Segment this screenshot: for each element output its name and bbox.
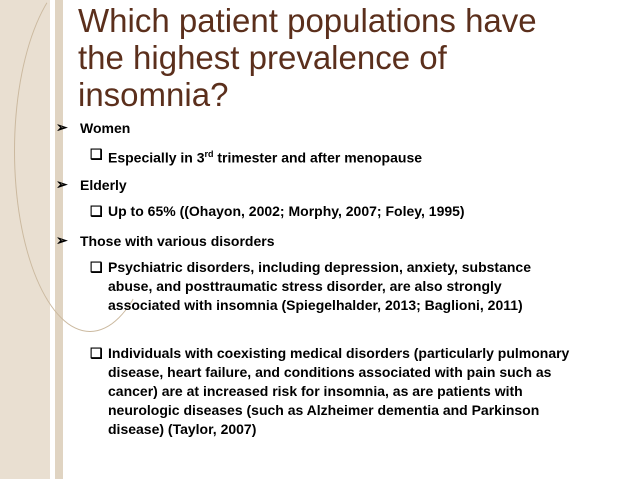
bullet-text: Those with various disorders bbox=[80, 233, 275, 249]
bullet-women bbox=[56, 119, 131, 136]
sub-bullet-elderly-1 bbox=[90, 202, 570, 221]
bullet-text: Up to 65% ((Ohayon, 2002; Morphy, 2007; Foley, 1995) bbox=[108, 203, 465, 219]
bullet-text: trimester and after menopause bbox=[213, 149, 423, 166]
box-bullet-icon: ❑ bbox=[90, 345, 103, 361]
sub-bullet-disorders-1 bbox=[90, 258, 570, 315]
box-bullet-icon: ❑ bbox=[90, 146, 103, 162]
bullet-text: Psychiatric disorders, including depression, anxiety, substance abuse, and posttraumatic stress disorder, are also strongly associated with insomnia (Spiegelhalder, 2013; Baglioni, 2011) bbox=[108, 259, 531, 313]
arrow-bullet-icon: ➢ bbox=[56, 119, 68, 135]
title-line: Which patient populations have bbox=[78, 2, 537, 39]
box-bullet-icon: ❑ bbox=[90, 203, 103, 219]
bullet-text: Individuals with coexisting medical disorders (particularly pulmonary disease, heart failure, and conditions associated with pain such as cancer) are at increased risk for insomnia, as are patients with neurologic diseases (such as Alzheimer dementia and Parkinson disease) (Taylor, 2007) bbox=[108, 345, 570, 437]
arrow-bullet-icon: ➢ bbox=[56, 232, 68, 248]
title-line: the highest prevalence of bbox=[78, 39, 447, 76]
bullet-text: Elderly bbox=[80, 177, 127, 193]
box-bullet-icon: ❑ bbox=[90, 259, 103, 275]
arrow-bullet-icon: ➢ bbox=[56, 176, 68, 192]
bullet-text: Especially in 3 bbox=[108, 149, 205, 166]
sub-bullet-women-1 bbox=[90, 145, 570, 168]
superscript: rd bbox=[204, 149, 214, 159]
title-line: insomnia? bbox=[78, 76, 229, 113]
sub-bullet-disorders-2 bbox=[90, 344, 570, 439]
bullet-disorders bbox=[56, 232, 275, 249]
bullet-elderly bbox=[56, 176, 127, 193]
bullet-text: Women bbox=[80, 120, 131, 136]
